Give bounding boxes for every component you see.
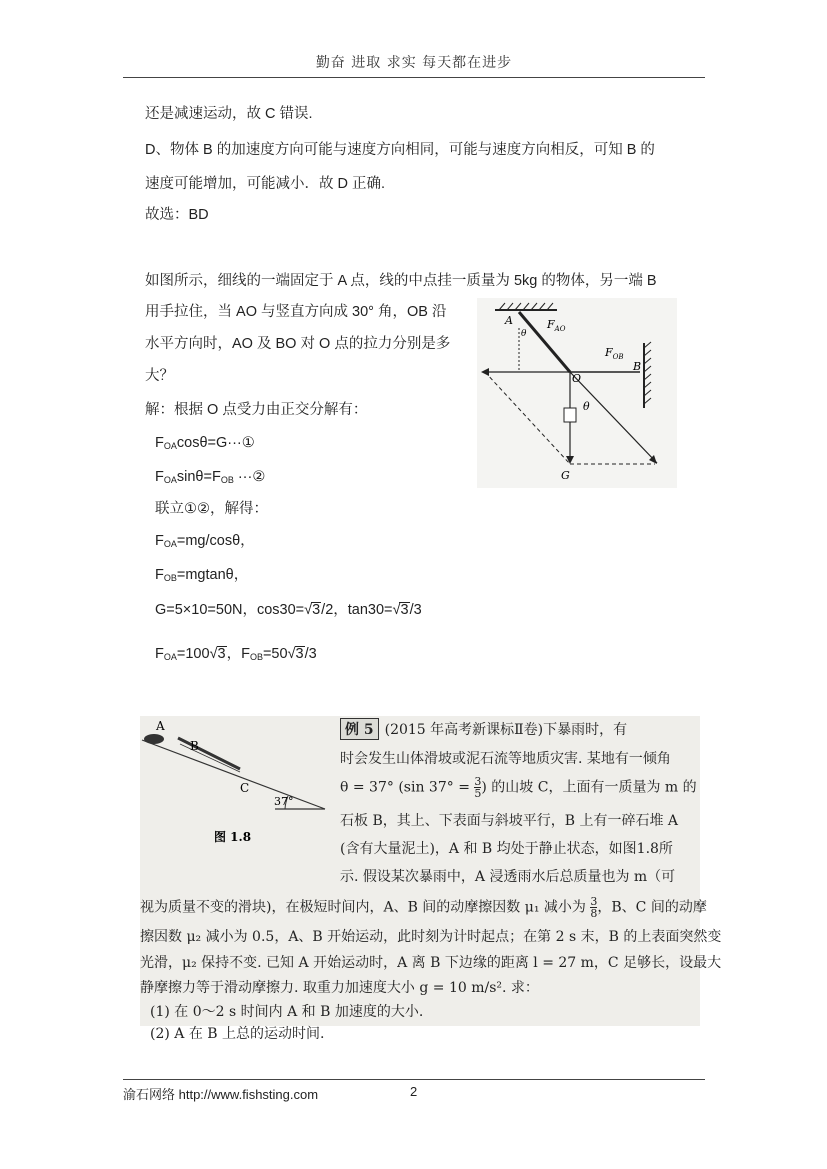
equation-6: G=5×10=50N，cos30=√3/2，tan30=√3/3 <box>155 602 422 618</box>
equation-4: $F_{OA}=mg$/cosθ， <box>155 533 255 549</box>
fig-label-B: B <box>190 739 199 753</box>
question-line: 如图所示，细线的一端固定于 A 点，线的中点挂一质量为 5kg 的物体，另一端 B <box>145 273 657 289</box>
fig-label-C: C <box>240 781 250 795</box>
example-tag: 例 5 <box>340 718 379 740</box>
svg-text:FOB: $F_{OB}$ <box>605 346 624 361</box>
fig-angle: 37° <box>274 795 294 808</box>
fig-label-A: A <box>156 719 165 733</box>
equation-7: $F_{OA}=100√3$，$F_{OB}=50√3/3$ <box>155 646 317 662</box>
text-line: 还是减速运动，故 C 错误. <box>145 106 313 122</box>
equation-2: $F_{OA}\sin\theta=F_{OB}$ ···② <box>155 469 266 485</box>
label-F-OB: F <box>605 346 613 359</box>
text-line: 速度可能增加，可能减小．故 D 正确. <box>145 176 386 192</box>
label-G: G <box>561 469 570 482</box>
equation-1: $F_{OA}\cos\theta=G\cdot\cdot\cdot ①$ <box>155 435 255 451</box>
example-text: 擦因数 μ₂ 减小为 0.5，A、B 开始运动，此时刻为计时起点；在第 2 s 末，B 的上表面突然变 <box>140 929 722 945</box>
example-text: (2015 年高考新课标Ⅱ卷)下暴雨时，有 <box>384 722 628 738</box>
label-theta-2: θ <box>583 400 590 413</box>
label-A: A <box>505 314 513 327</box>
example-text-angle: θ = 37° (sin 37° = $\frac{3}{5}$ ) 的山坡 C，上面有一质量为 m 的 <box>340 775 697 800</box>
label-B: B <box>633 360 642 373</box>
solution-line: 解：根据 O 点受力由正交分解有： <box>145 402 368 418</box>
slope-diagram <box>140 716 330 851</box>
example-text: (含有大量泥土)，A 和 B 均处于静止状态，如图1.8所 <box>340 841 673 857</box>
label-F-AO: F <box>547 318 555 331</box>
equation-5: $F_{OB}=mgtan\theta$， <box>155 567 249 583</box>
footer-rule <box>123 1079 705 1080</box>
example-text: 示. 假设某次暴雨中，A 浸透雨水后总质量也为 m（可 <box>340 869 676 885</box>
question-line: 大？ <box>145 368 174 384</box>
question-line: 水平方向时，AO 及 BO 对 O 点的拉力分别是多 <box>145 336 451 352</box>
label-O: O <box>572 372 582 385</box>
page-number: 2 <box>410 1084 418 1099</box>
footer-site: 渝石网络 http://www.fishsting.com <box>123 1087 319 1102</box>
force-diagram <box>477 298 677 488</box>
example-text-mu: 视为质量不变的滑块)，在极短时间内，A、B 间的动摩擦因数 μ₁ 减小为 $\frac{3}{8}$ ，B、C 间的动摩 <box>140 895 707 920</box>
example-text: 静摩擦力等于滑动摩擦力. 取重力加速度大小 g = 10 m/s². 求： <box>140 980 539 996</box>
example-5-block <box>140 716 722 1042</box>
equation-3: 联立①②，解得： <box>155 501 268 517</box>
label-theta: θ <box>521 329 527 339</box>
question-line: 用手拉住，当 AO 与竖直方向成 30° 角，OB 沿 <box>145 304 447 320</box>
example-question-2: (2) A 在 B 上总的运动时间. <box>150 1026 325 1042</box>
header-rule <box>123 77 705 78</box>
example-text: 光滑，μ₂ 保持不变. 已知 A 开始运动时，A 离 B 下边缘的距离 l = 27 m，C 足够长，设最大 <box>140 955 722 971</box>
example-text: 时会发生山体滑坡或泥石流等地质灾害. 某地有一倾角 <box>340 751 671 767</box>
svg-text:FAO: $F_{AO}$ <box>547 318 566 333</box>
example-text: 石板 B，其上、下表面与斜坡平行，B 上有一碎石堆 A <box>340 813 679 829</box>
answer-line: 故选：BD <box>145 207 209 223</box>
page-header-motto: 勤奋 进取 求实 每天都在进步 <box>315 55 513 71</box>
fig-caption: 图 1.8 <box>214 830 252 844</box>
text-line: D、物体 B 的加速度方向可能与速度方向相同，可能与速度方向相反，可知 B 的 <box>145 142 655 158</box>
example-question-1: (1) 在 0～2 s 时间内 A 和 B 加速度的大小. <box>150 1004 424 1020</box>
